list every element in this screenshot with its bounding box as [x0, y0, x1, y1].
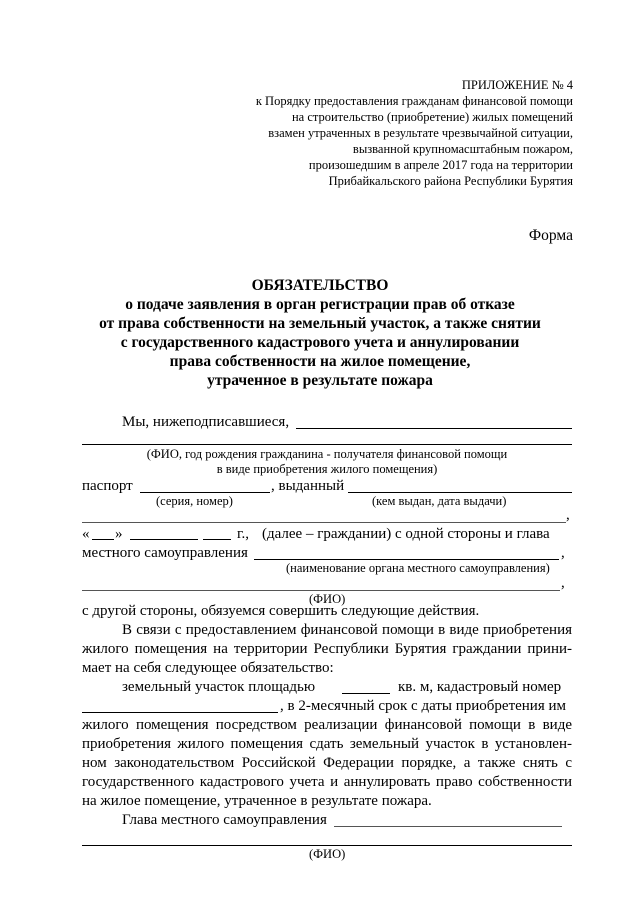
head-local-label: Глава местного самоуправления — [122, 812, 327, 828]
land-units-label: кв. м, кадастровый номер — [398, 679, 562, 695]
issued-hint: (кем выдан, дата выдачи) — [372, 494, 507, 508]
appendix-line: произошедшим в апреле 2017 года на территории — [308, 158, 573, 172]
paragraph-line: на жилое помещение, утраченное в результате пожара. — [82, 793, 432, 809]
local-gov-fio-field[interactable] — [82, 590, 560, 591]
land-area-field[interactable] — [342, 693, 390, 694]
paragraph-line: мает на себя следующее обязательство: — [82, 660, 334, 676]
undersigned-label: Мы, нижеподписавшиеся, — [122, 414, 290, 430]
year-suffix: г., — [237, 526, 249, 542]
passport-label: паспорт — [82, 478, 133, 494]
undersigned-field[interactable] — [296, 428, 572, 429]
head-signature-field[interactable] — [334, 826, 562, 827]
date-open-quote: « — [82, 526, 90, 542]
comma: , — [566, 507, 570, 523]
parties-text: (далее – граждании) с одной стороны и глава — [262, 526, 550, 542]
appendix-number: ПРИЛОЖЕНИЕ № 4 — [461, 78, 573, 92]
local-gov-hint: (наименование органа местного самоуправления) — [286, 561, 550, 575]
appendix-line: вызванной крупномасштабным пожаром, — [352, 142, 573, 156]
passport-field-cont[interactable] — [82, 522, 566, 523]
comma: , — [561, 575, 565, 591]
title-line: от права собственности на земельный участок, а также снятии — [99, 315, 541, 332]
series-hint: (серия, номер) — [156, 494, 233, 508]
document-title: ОБЯЗАТЕЛЬСТВО — [251, 277, 389, 294]
date-close-quote: » — [115, 526, 123, 542]
paragraph-line: жилого помещения на территории Республики Бурятия граждании прини- — [82, 641, 572, 657]
appendix-line: к Порядку предоставления гражданам финансовой помощи — [255, 94, 573, 108]
paragraph-line: приобретения жилого помещения сдать земельный участок в установлен- — [82, 736, 572, 752]
date-day-field[interactable] — [92, 539, 114, 540]
appendix-line: Прибайкальского района Республики Бурятия — [328, 174, 573, 188]
passport-issued-field[interactable] — [348, 492, 572, 493]
title-line: права собственности на жилое помещение, — [169, 353, 471, 370]
date-year-field[interactable] — [203, 539, 231, 540]
title-line: утраченное в результате пожара — [207, 372, 433, 389]
title-line: с государственного кадастрового учета и аннулировании — [120, 334, 520, 351]
passport-series-field[interactable] — [140, 492, 270, 493]
fio-hint: в виде приобретения жилого помещения) — [216, 462, 438, 476]
fio-hint: (ФИО) — [309, 592, 346, 606]
appendix-line: взамен утраченных в результате чрезвычайной ситуации, — [268, 126, 573, 140]
paragraph-line: жилого помещения посредством реализации финансовой помощи в виде — [82, 717, 572, 733]
undersigned-field-cont[interactable] — [82, 444, 572, 445]
other-side-text: с другой стороны, обязуемся совершить следующие действия. — [82, 603, 480, 619]
issued-label: , выданный — [271, 478, 345, 494]
head-fio-field[interactable] — [82, 845, 572, 846]
local-gov-label: местного самоуправления — [82, 545, 248, 561]
paragraph-line: ном законодательством Российской Федерации порядке, а также снять с — [82, 755, 572, 771]
appendix-line: на строительство (приобретение) жилых помещений — [291, 110, 573, 124]
cadastral-number-field[interactable] — [82, 712, 278, 713]
fio-hint: (ФИО, год рождения гражданина - получателя финансовой помощи — [146, 447, 508, 461]
term-text: , в 2-месячный срок с даты приобретения им — [280, 698, 567, 714]
comma: , — [561, 545, 565, 561]
date-month-field[interactable] — [130, 539, 198, 540]
paragraph-line: В связи с предоставлением финансовой помощи в виде приобретения — [122, 622, 572, 638]
form-label: Форма — [528, 227, 573, 244]
paragraph-line: государственного кадастрового учета и аннулировать право собственности — [82, 774, 572, 790]
local-gov-field[interactable] — [254, 559, 559, 560]
land-plot-label: земельный участок площадью — [122, 679, 316, 695]
fio-final-hint: (ФИО) — [309, 847, 346, 861]
title-line: о подаче заявления в орган регистрации прав об отказе — [125, 296, 515, 313]
